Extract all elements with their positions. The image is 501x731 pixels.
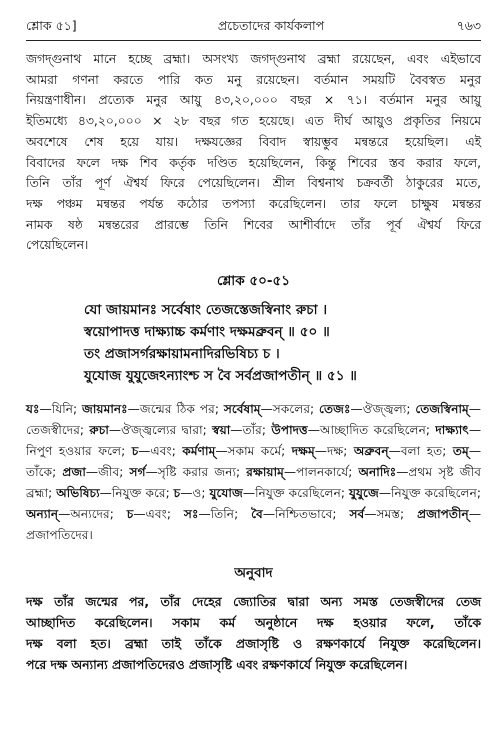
synonym-meaning: —ঔজ্জ্বল্য; (350, 402, 416, 417)
synonym-meaning: —সমস্ত; (364, 507, 418, 522)
synonym-word: সর্ব (349, 507, 365, 522)
synonym-word: অন্যান্ (26, 507, 59, 522)
page-number: ৭৬৩ (456, 18, 481, 33)
translation-paragraph (26, 591, 481, 675)
translation-line: দক্ষ তাঁর জন্মের পর, তাঁর দেহের জ্যোতির দ্বারা অন্য সমস্ত তেজস্বীদের তেজ (26, 594, 481, 610)
verse-heading: শ্লোক ৫০-৫১ (216, 273, 290, 290)
synonym-word: তম্ (452, 444, 469, 459)
verse-line: যুযোজ যুযুজেঽন্যাংশ্চ স বৈ সর্বপ্রজাপতীন্ ॥ ৫১ ॥ (84, 368, 357, 385)
synonym-meaning: —প্রজাপতিদের। (26, 507, 482, 543)
synonym-meaning: —এবং; (133, 507, 184, 522)
synonym-meaning: —নিশ্চিতভাবে; (262, 507, 350, 522)
synonym-meaning: —অন্যদের; (58, 507, 127, 522)
synonym-meaning: —নিযুক্ত করে; (99, 486, 174, 501)
synonym-word: অব্রুবন্ (353, 444, 389, 459)
running-header (26, 18, 481, 38)
purport-line: অবশেষে শেষ হয়ে যায়। দক্ষযজ্ঞের বিবাদ স্বায়ম্ভুব মন্বন্তরে হয়েছিল। এই (26, 134, 481, 149)
purport-line: জগদ্গুনাথ মানে হচ্ছে ব্রহ্মা। অসংখ্য জগদ্গুনাথ ব্রহ্মা রয়েছেন, এবং এইভাবে (26, 52, 481, 66)
verse-line: যো জায়মানঃ সর্বেষাং তেজস্তেজস্বিনাং রুচা । (84, 302, 328, 319)
purport-line: ইতিমধ্যে ৪৩,২০,০০০ × ২৮ বছর গত হয়েছে। এত দীর্ঘ আয়ুও প্রকৃতির নিয়মে (26, 114, 481, 129)
purport-line: নামক ষষ্ঠ মন্বন্তরের প্রারম্ভে তিনি শিবের আশীর্বাদে তাঁর পূর্ব ঐশ্বর্য ফিরে (26, 217, 481, 232)
synonym-word: সর্বেষাম্ (223, 402, 261, 417)
synonym-word: অভিষিচ্য (56, 486, 100, 501)
synonym-word: রক্ষায়াম্ (246, 465, 284, 480)
translation-line: দক্ষ বলা হত। ব্রহ্মা তাই তাঁকে প্রজাসৃষ্টি ও রক্ষণকার্যে নিযুক্ত করেছিলেন। (26, 636, 481, 652)
synonym-meaning: —তাঁর; (230, 423, 272, 438)
synonym-word: উপাদত্ত (271, 423, 308, 438)
synonym-meaning: —জীব; (85, 465, 130, 480)
synonym-word: যুযোজ (209, 486, 243, 501)
synonym-meaning: —যিনি; (39, 402, 82, 417)
purport-paragraph (26, 49, 481, 256)
synonym-word: চ (126, 507, 134, 522)
purport-line: পেয়েছিলেন। (26, 238, 89, 253)
synonym-word: অনাদিঃ (358, 465, 397, 480)
purport-line: আমরা গণনা করতে পারি কত মনু রয়েছেন। বর্তমান সময়টি বৈবস্বত মনুর (26, 72, 481, 87)
synonym-meaning: —আচ্ছাদিত করেছিলেন; (307, 423, 436, 438)
synonym-word: সঃ (183, 507, 199, 522)
chapter-title: প্রচেতাদের কার্যকলাপ (217, 18, 325, 33)
synonym-word: কর্মণাম্ (182, 444, 216, 459)
synonym-word: জায়মানঃ (81, 402, 128, 417)
synonym-meaning: —নিযুক্ত করেছিলেন; (242, 486, 349, 501)
synonym-meaning: —তেজস্বীদের; (26, 402, 481, 438)
synonym-meaning: —প্রথম সৃষ্ট জীব ব্রহ্মা; (26, 465, 481, 501)
purport-line: দক্ষ পঞ্চম মন্বন্তর পর্যন্ত কঠোর তপস্যা করেছিলেন। তার ফলে চাক্ষুষ মন্বন্তর (26, 196, 481, 211)
synonym-meaning: —তিনি; (198, 507, 252, 522)
synonym-word: স্বয়া (212, 423, 231, 438)
header-rule (26, 40, 481, 41)
synonym-meaning: —সৃষ্টি করার জন্য; (145, 465, 247, 480)
synonym-meaning: —পালনকার্যে; (283, 465, 359, 480)
synonym-word: যুযুজে (349, 486, 379, 501)
synonym-meaning: —এবং; (138, 444, 183, 459)
purport-line: তিনি তাঁর পূর্ণ ঐশ্বর্য ফিরে পেয়েছিলেন। শ্রীল বিশ্বনাথ চক্রবর্তী ঠাকুরের মতে, (26, 176, 481, 191)
synonym-meaning: —দক্ষ; (314, 444, 354, 459)
synonym-word: রুচা (89, 423, 109, 438)
synonym-meaning: —তাঁকে; (26, 444, 481, 480)
synonym-word: চ (131, 444, 139, 459)
synonym-word: দাক্ষ্যাৎ (435, 423, 469, 438)
synonym-meaning: —সকলের; (260, 402, 320, 417)
verse-line: তং প্রজাসর্গরক্ষায়ামনাদিরভিষিচ্য চ । (84, 346, 280, 363)
synonym-word: তেজস্বিনাম্ (415, 402, 469, 417)
synonym-word: যঃ (26, 402, 40, 417)
synonym-meaning: —জন্মের ঠিক পর; (127, 402, 224, 417)
verse-line: স্বয়োপাদত্ত দাক্ষ্যাচ্চ কর্মণাং দক্ষমব্রুবন্ ॥ ৫০ ॥ (84, 324, 330, 341)
purport-line: নিয়ন্ত্রণাধীন। প্রত্যেক মনুর আয়ু ৪৩,২০,০০০ বছর × ৭১। বর্তমান মনুর আয়ু (26, 93, 481, 108)
synonym-word: সর্গ (129, 465, 146, 480)
synonym-word: দক্ষম্ (291, 444, 315, 459)
word-for-word-synonyms (26, 399, 481, 546)
synonym-word: প্রজাপতীন্ (417, 507, 469, 522)
synonym-word: চ (173, 486, 181, 501)
translation-heading: অনুবাদ (234, 565, 273, 582)
synonym-word: প্রজা (62, 465, 86, 480)
translation-line: পরে দক্ষ অন্যান্য প্রজাপতিদেরও প্রজাসৃষ্টি এবং রক্ষণকার্যে নিযুক্ত করেছিলেন। (26, 657, 408, 673)
chapter-verse-ref: শ্লোক ৫১] (26, 18, 77, 33)
translation-line: আচ্ছাদিত করেছিলেন। সকাম কর্ম অনুষ্ঠানে দক্ষ হওয়ার ফলে, তাঁকে (26, 615, 481, 631)
synonym-meaning: —সকাম কর্মে; (215, 444, 292, 459)
synonym-word: বৈ (251, 507, 263, 522)
synonym-meaning: —ঔজ্জ্বল্যের দ্বারা; (108, 423, 213, 438)
synonym-meaning: —নিযুক্ত করেছিলেন; (378, 486, 481, 501)
purport-line: বিবাদের ফলে দক্ষ শিব কর্তৃক দণ্ডিত হয়েছিলেন, কিন্তু শিবের স্তব করার ফলে, (26, 155, 481, 170)
synonym-meaning: —নিপুণ হওয়ার ফলে; (26, 423, 481, 459)
synonym-meaning: —বলা হত; (388, 444, 453, 459)
synonym-word: তেজঃ (319, 402, 351, 417)
synonym-meaning: —ও; (180, 486, 210, 501)
sanskrit-verse (84, 299, 481, 387)
